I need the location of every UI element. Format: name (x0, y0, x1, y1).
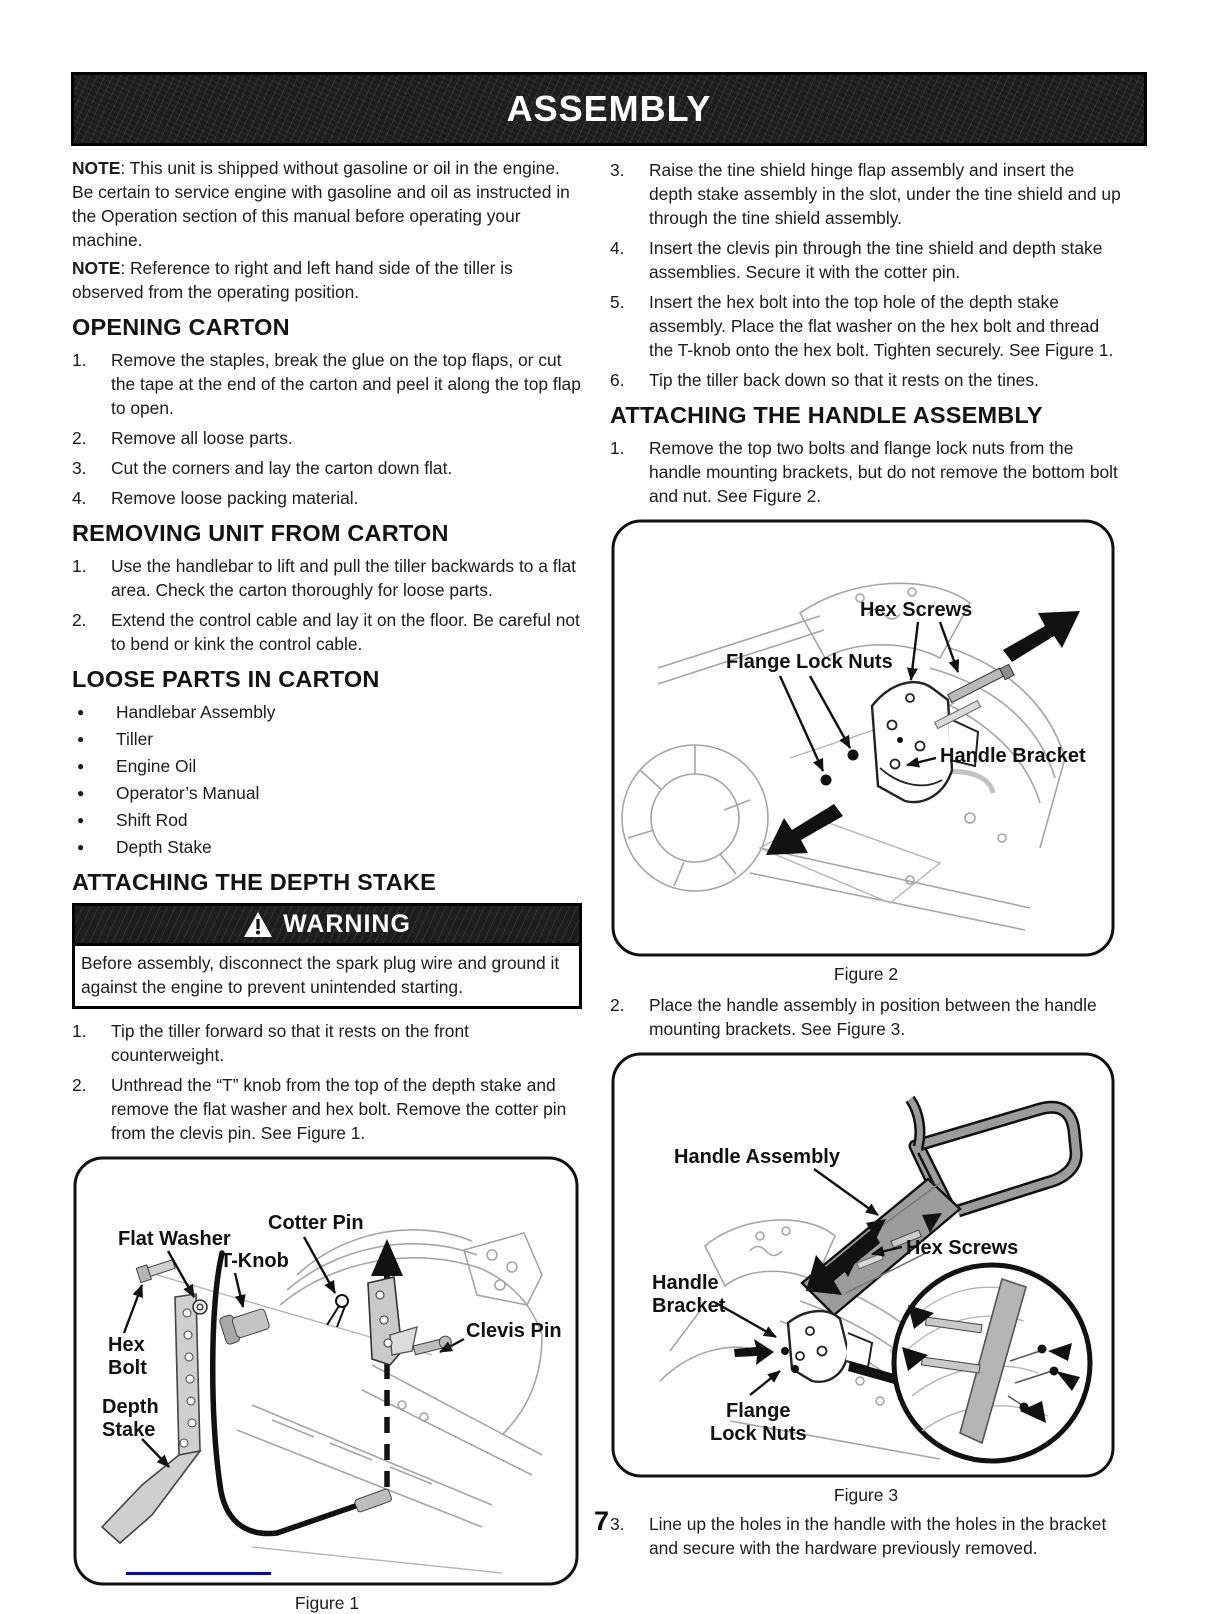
heading-loose-parts: LOOSE PARTS IN CARTON (72, 666, 380, 692)
list-number: 1. (72, 350, 87, 370)
label-hex-screws: Hex Screws (906, 1237, 1019, 1259)
label-handle-bracket-1: Handle (652, 1272, 719, 1294)
label-t-knob: T-Knob (220, 1250, 289, 1272)
list-number: 2. (72, 428, 87, 448)
warning-box (72, 903, 582, 1009)
bullet-glyph: ● (77, 813, 85, 827)
list-item (610, 368, 1122, 392)
list-item (610, 236, 1122, 284)
label-hex-bolt-2: Bolt (108, 1357, 147, 1379)
list-text: Line up the holes in the handle with the holes in the bracket and secure with the hardware previously removed. (649, 1514, 1107, 1558)
list-text: Insert the hex bolt into the top hole of the depth stake assembly. Place the flat washer on the hex bolt and thread the T-knob onto the hex bolt. Tighten securely. See Figure 1. (649, 292, 1114, 360)
note-paragraph-1 (72, 156, 582, 252)
bullet-item (72, 781, 582, 805)
list-number: 2. (610, 995, 625, 1015)
list-item (610, 1512, 1122, 1560)
list-number: 5. (610, 292, 625, 312)
list-text: Unthread the “T” knob from the top of the depth stake and remove the flat washer and hex bolt. Remove the cotter pin from the clevis pin. See Figure 1. (111, 1075, 567, 1143)
list-text: Tip the tiller back down so that it rests on the tines. (649, 370, 1039, 390)
bullet-text: Operator’s Manual (116, 783, 260, 803)
heading-attaching-handle: ATTACHING THE HANDLE ASSEMBLY (610, 402, 1043, 428)
list-item (72, 426, 582, 450)
warning-header (75, 906, 579, 946)
heading-attaching-depth-stake: ATTACHING THE DEPTH STAKE (72, 869, 437, 895)
label-handle-assembly: Handle Assembly (674, 1146, 840, 1168)
warning-title: WARNING (283, 910, 411, 938)
list-number: 2. (72, 610, 87, 630)
list-item (72, 486, 582, 510)
note1-label: NOTE (72, 158, 121, 178)
list-number: 3. (610, 1514, 625, 1534)
figure2-illustration (610, 518, 1116, 958)
list-item (72, 554, 582, 602)
list-text: Remove loose packing material. (111, 488, 359, 508)
label-handle-bracket-2: Bracket (652, 1295, 726, 1317)
bullet-item (72, 835, 582, 859)
bullet-item (72, 727, 582, 751)
label-flat-washer: Flat Washer (118, 1228, 231, 1250)
list-text: Use the handlebar to lift and pull the tiller backwards to a flat area. Check the carton thoroughly for loose parts. (111, 556, 576, 600)
list-number: 1. (72, 556, 87, 576)
bullet-text: Tiller (116, 729, 154, 749)
label-hex-bolt-1: Hex (108, 1334, 145, 1356)
list-text: Extend the control cable and lay it on the floor. Be careful not to bend or kink the control cable. (111, 610, 580, 654)
figure3-caption: Figure 3 (833, 1485, 899, 1505)
list-number: 4. (72, 488, 87, 508)
left-column (72, 156, 582, 1614)
warning-text: Before assembly, disconnect the spark plug wire and ground it against the engine to prevent unintended starting. (81, 953, 560, 997)
bullet-text: Handlebar Assembly (116, 702, 276, 722)
label-hex-screws: Hex Screws (860, 599, 973, 621)
heading-opening-carton: OPENING CARTON (72, 314, 290, 340)
inset-detail-circle (894, 1265, 1090, 1461)
warning-triangle-icon (243, 911, 273, 938)
label-depth-stake-1: Depth (102, 1396, 159, 1418)
list-number: 4. (610, 238, 625, 258)
bullet-glyph: ● (77, 705, 85, 719)
list-item (72, 1019, 582, 1067)
label-cotter-pin: Cotter Pin (268, 1212, 364, 1234)
bullet-text: Shift Rod (116, 810, 188, 830)
list-text: Insert the clevis pin through the tine shield and depth stake assemblies. Secure it with the cotter pin. (649, 238, 1103, 282)
list-item (610, 436, 1122, 508)
right-column (610, 156, 1122, 1566)
list-item (72, 1073, 582, 1145)
list-text: Cut the corners and lay the carton down flat. (111, 458, 453, 478)
page-title: ASSEMBLY (506, 88, 712, 129)
bullet-glyph: ● (77, 732, 85, 746)
note2-text: : Reference to right and left hand side of the tiller is observed from the operating position. (72, 258, 513, 302)
note1-text: : This unit is shipped without gasoline or oil in the engine. Be certain to service engine with gasoline and oil as instructed in the Operation section of this manual before operating your machine. (72, 158, 570, 250)
flat-washer-drawing (193, 1300, 207, 1314)
list-text: Place the handle assembly in position between the handle mounting brackets. See Figure 3. (649, 995, 1097, 1039)
page-number: 7 (594, 1506, 610, 1536)
label-depth-stake-2: Stake (102, 1419, 156, 1441)
list-item (610, 290, 1122, 362)
list-item (72, 608, 582, 656)
list-item (72, 456, 582, 480)
bullet-glyph: ● (77, 759, 85, 773)
bullet-text: Depth Stake (116, 837, 212, 857)
figure3 (610, 1051, 1122, 1506)
list-number: 2. (72, 1075, 87, 1095)
list-item (72, 348, 582, 420)
list-text: Raise the tine shield hinge flap assembly and insert the depth stake assembly in the slot, under the tine shield and up through the tine shield assembly. (649, 160, 1121, 228)
list-text: Tip the tiller forward so that it rests on the front counterweight. (111, 1021, 469, 1065)
figure2 (610, 518, 1122, 985)
list-number: 1. (610, 438, 625, 458)
list-item (610, 993, 1122, 1041)
figure3-illustration (610, 1051, 1116, 1479)
label-flange-1: Flange (726, 1400, 791, 1422)
list-number: 3. (72, 458, 87, 478)
list-text: Remove the top two bolts and flange lock nuts from the handle mounting brackets, but do not remove the bottom bolt and nut. See Figure 2. (649, 438, 1118, 506)
label-clevis-pin: Clevis Pin (466, 1320, 562, 1342)
label-handle-bracket: Handle Bracket (940, 745, 1086, 767)
bullet-text: Engine Oil (116, 756, 197, 776)
bullet-glyph: ● (77, 840, 85, 854)
list-item (610, 158, 1122, 230)
list-text: Remove the staples, break the glue on the top flaps, or cut the tape at the end of the carton and peel it along the top flap to open. (111, 350, 581, 418)
list-text: Remove all loose parts. (111, 428, 293, 448)
label-flange-lock-nuts: Flange Lock Nuts (726, 651, 893, 673)
label-flange-2: Lock Nuts (710, 1423, 807, 1445)
list-number: 1. (72, 1021, 87, 1041)
list-number: 6. (610, 370, 625, 390)
note-paragraph-2 (72, 256, 582, 304)
list-number: 3. (610, 160, 625, 180)
note2-label: NOTE (72, 258, 121, 278)
figure2-caption: Figure 2 (833, 964, 899, 984)
figure1-caption: Figure 1 (294, 1593, 360, 1613)
figure1 (72, 1155, 582, 1614)
bullet-glyph: ● (77, 786, 85, 800)
bullet-item (72, 754, 582, 778)
figure1-illustration (72, 1155, 580, 1587)
footer-blue-line (126, 1572, 271, 1575)
section-header-bar (71, 72, 1147, 146)
heading-removing-unit: REMOVING UNIT FROM CARTON (72, 520, 449, 546)
bullet-item (72, 700, 582, 724)
bullet-item (72, 808, 582, 832)
